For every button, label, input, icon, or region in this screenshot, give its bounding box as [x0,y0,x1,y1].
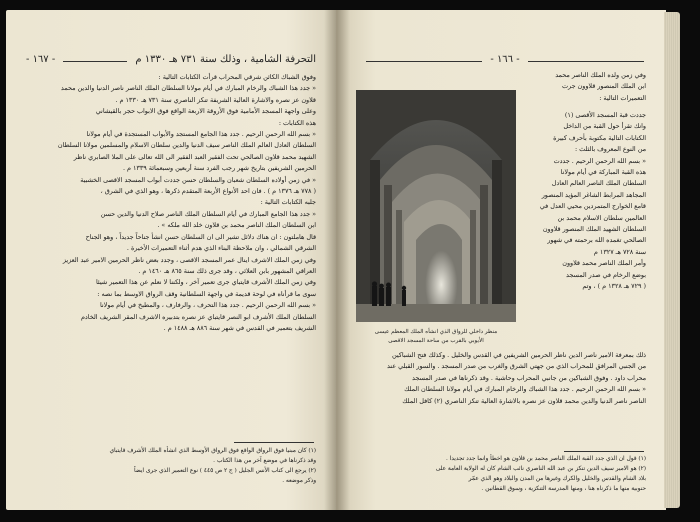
text-line: قلاون عز نصره والاشارة العالية الشريفة تنكز الناصري سنة ٧٣١ هـ ١٣٣٠ م . [115,95,316,104]
right-page-number: - ١٦٦ - [490,54,520,65]
text-line: ابن السلطان الملك الناصر محمد بن قلاون خلد الله ملكه » . [157,221,316,230]
text-line: « بسم الله الرحمن الرحيم . جدد هذا الجامع المستجد والأبواب المستجدة في أيام مولانا [86,130,316,139]
header-rule [528,61,644,68]
text-line: وفي زمن الملك الاشرف اينال عمر المسجد الاقصى ، وجدد بعض ناظر الحرمين الامير عبد العزيز [62,255,316,264]
text-line: السلطان الملك الناصر العالم العادل [551,179,646,188]
footnote-line: (١) قول ان الذي جدد القبة الملك الناصر محمد بن قلاون هو اخطأ وانما جدد تجديدا . [445,456,646,462]
left-page-body [28,72,316,434]
right-page [336,10,666,510]
text-line: السلطان الملك الأشرف ابو النصر قايتباي عز نصره بتدبيره الاشرف المقر الشريف الخادم [80,312,316,321]
text-line: وعلى واجهة المسجد الأمامية فوق الأروقة الاربعة الواقع فوق الابواب حجر بالقيشاني [95,107,316,116]
footnote-line: بلاد الشام والقدس والخليل والكرك وغيرها من المدن والبلاد وهو الذي عمّر [468,476,646,482]
text-line: وأمر الملك الناصر محمد قلاوون [562,259,646,268]
text-line: سنة ٧٢٨ هـ ١٣٢٧ م [593,247,646,256]
text-line: سوى ما قرأناه في لوحة قديمة في واجهة السلطانية وقف الرواق الاوسط بما نصه : [97,289,316,298]
text-line: وانك تقرأ حول القبة من الداخل [563,122,646,131]
footnote-line: حنوبية منها ما ذكرناه هنا ، ومنها المدرسة التنكزية ، وسوق القطانين . [481,486,646,492]
photo-caption-line: الأيوبي بالقرب من ساحة المسجد الاقصى [388,338,484,344]
footnote-line: (٢) هو الامير سيف الدين تنكز بن عبد الله الناصري نائب الشام كان له الولاية العامة على [435,466,646,472]
left-page-header [26,54,316,68]
page-edges [664,12,680,508]
footnote-line: وذكر موضعه . [282,478,316,484]
text-line: الصالحي تغمده الله برحمته في شهور [547,236,646,245]
text-line: التعميرات التالية : [599,93,646,102]
text-line: هذه القبة المباركة في أيام مولانا [560,168,646,177]
left-page-number: - ١٦٧ - [26,54,56,65]
text-line: الكتابات التالية مكتوبة بأحرف كبيرة [553,133,646,142]
text-line: العالمين سلطان الاسلام محمد بن [557,213,646,222]
left-page-footnotes [28,446,316,486]
text-line: من النوع المعروف بالثلث : [574,145,646,154]
text-line: الحرمين الشريفين بتاريخ شهر رجب الفرد سنة أربعين وسبعمائة ١٣٣٩ م . [122,164,316,173]
arcade-photo [356,90,516,322]
right-page-footnotes [382,454,646,494]
text-line: وفوق الشباك الكائن شرقي المحراب قرأت الكتابات التالية : [158,73,316,81]
text-line: جلبه الكتابات التالية : [260,198,316,207]
footnote-line: وقد ذكرناها في موضع آخر من هذا الكتاب . [213,458,316,464]
text-line: الناصر ناصر الدنيا والدين محمد قلاون عز نصره بالاشارة العالية تنكز الناصري (٢) كافل الملك [402,396,646,405]
text-line: محراب داود . وفوق الشباكين من جانبي المحراب وحاشية . وقد ذكرناها في صدر المسجد [411,373,646,382]
header-rule [63,61,127,68]
left-page [6,10,336,510]
text-line: « بسم الله الرحمن الرحيم . جدد هذا التحرف ، والرفارف ، والمطبخ في أيام مولانا [99,301,316,310]
text-line: « جدد هذا الجامع المبارك في أيام السلطان الملك الناصر صلاح الدنيا والدين حسن [100,209,316,218]
text-line: « جدد هذا الشباك والرخام المبارك في أيام مولانا السلطان الملك الناصر ناصر الدنيا والدين محمد [60,84,316,93]
footnote-rule [564,451,644,452]
text-line: بوضع الرخام في صدر المسجد [566,270,646,279]
right-page-bottom-text [382,350,646,446]
text-line: ابن الملك المنصور قلاوون جرت [562,82,646,91]
text-line: ذلك بمعرفة الامير ناصر الدين ناظر الحرمين الشريفين في القدس والخليل . وكذلك فتح الشباكين [392,351,646,359]
text-line: السلطان العادل العالم الملك الناصر سيف الدنيا والدين سلطان الاسلام والمسلمين مولانا السلطان [57,141,316,150]
text-line: ( ٧٢٩ هـ ١٣٢٨ م ) ، وتم [582,282,646,291]
text-line: « بسم الله الرحمن الرحيم . جددت [553,156,646,165]
text-line: هذه الكتابات : [278,118,316,127]
text-line: الشريف بتعمير في القدس في شهر سنة ٨٨٦ هـ ١٤٨٨ م . [163,323,316,332]
footnote-rule [234,442,314,443]
footnote-line: (٢) يرجع الى كتاب الأنس الجليل ( ج ٢ ص ٤٤٥ ) نوع التعمير الذي جرى ايضاً [134,468,316,474]
arcade-photo-image [356,90,516,322]
text-line: من الجنبي المرافق للمحراب الذي من جهتي الشرق والغرب من صدر المسجد . والسور القبلي عند [386,362,646,371]
text-line: الشهيد محمد قلاون الصالحي تحت الفقير العبد الفقير الى الله تعالى على الملا الصابري ناظر [73,152,316,161]
left-page-title: التحرفة الشامية ، وذلك سنة ٧٣١ هـ ١٣٣٠ م [135,54,316,65]
text-line: السلطان الشهيد الملك المنصور قلاوون [542,225,646,234]
open-book [6,10,680,510]
text-line: وفي زمن ولده الملك الناصر محمد [555,71,646,79]
text-line: الشرقي الشمالي ، وان ملاحظة البناء الذي هدم أثناء التعميرات الأخيرة . [126,244,316,253]
right-page-header [366,54,644,68]
text-line: قال هاملتون : ان هناك دلائل تشير الى ان السلطان حسن انشأ جناحاً جديداً ، وهو الجناح [85,232,316,241]
text-line: العراقي المشهور بابن العلائي ، وقد جرى ذلك سنة ٨٦٥ هـ ١٤٦٠ م . [138,266,316,275]
text-line: قامع الخوارج المتمردين محيي العدل في [539,202,646,211]
right-page-side-text [532,110,646,348]
text-line: « في زمن أولاده السلطان شعبان والسلطان حسن جددت أبواب المسجد الاقصى الخشبية [80,175,316,184]
footnote-line: (١) كان مبنيا فوق الرواق الواقع فوق الرواق الأوسط الذي انشأه الملك الأشرف قايتباي [109,448,316,454]
photo-caption-line: منظر داخلي للرواق الذي انشأه الملك المعظم عيسى [374,329,498,335]
text-line: جددت قبة المسجد الأقصى (١) [564,111,646,119]
photo-caption [356,328,516,346]
text-line: « بسم الله الرحمن الرحيم . جدد هذا الشباك والرخام المبارك في أيام مولانا السلطان الملك [404,385,646,394]
header-rule [366,61,482,68]
text-line: ( ٧٧٨ هـ ١٣٧٦ م ) . فان احد الأنواع الأربعة المتقدم ذكرها ، وهو الذي في الشرق ، [100,187,316,196]
text-line: وفي زمن الملك الأشرف قايتباي جرى تعمير آخر ، ولكننا لا نعلم عن هذا التعمير شيئا [95,278,316,287]
text-line: المجاهد المرابط الشاغر المؤيد المنصور [541,190,646,199]
